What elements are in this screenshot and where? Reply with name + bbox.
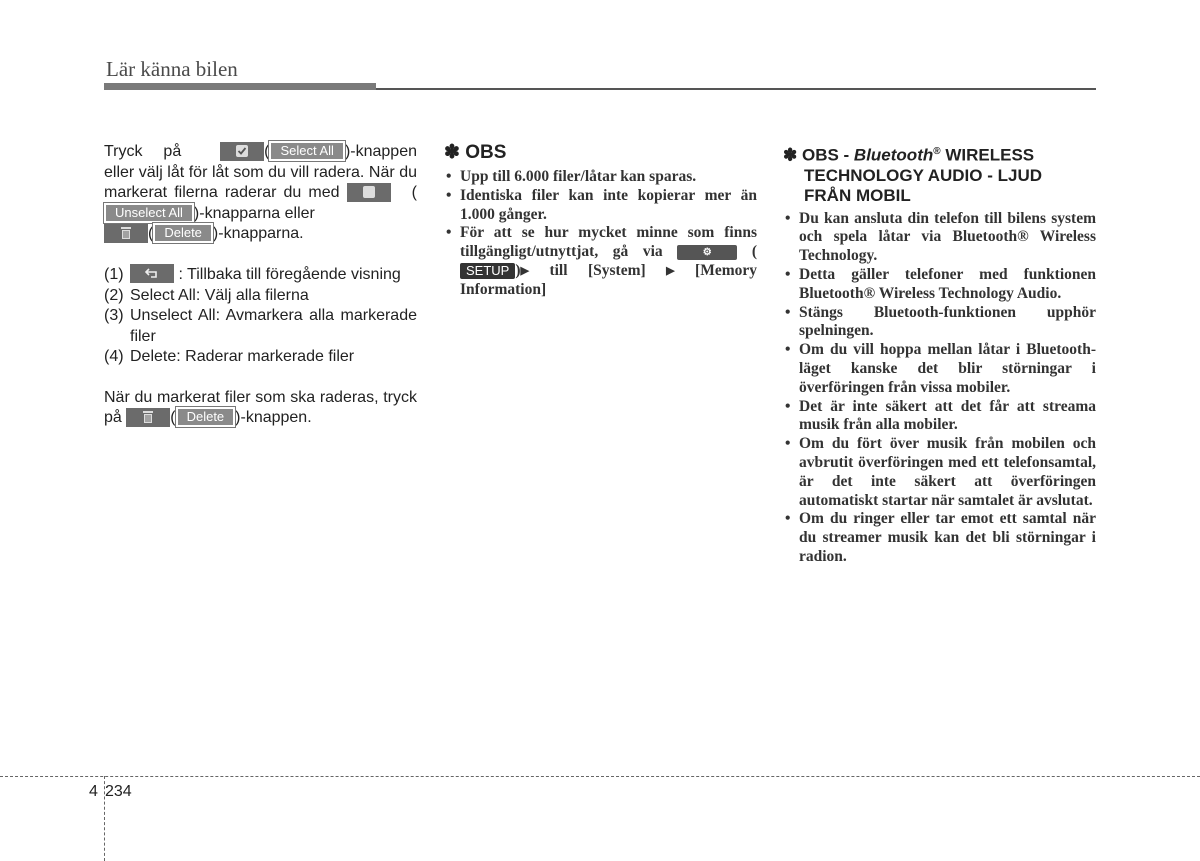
checkbox-icon — [220, 142, 264, 161]
list-text: Delete: Raderar markerade filer — [130, 348, 355, 366]
text-fragment: [Memory Information] — [460, 261, 757, 298]
page-number-value: 234 — [105, 783, 132, 800]
footer-divider — [0, 776, 1200, 777]
text-fragment: För att se hur mycket minne som finns tillgängligt/utnyttjat, gå via — [460, 224, 757, 261]
list-item: • Du kan ansluta din telefon till bilens system och spela låtar via Bluetooth® Wireless Technology. — [783, 210, 1096, 266]
select-all-button-label: Select All — [269, 141, 344, 161]
paragraph-delete: När du markerat filer som ska raderas, tryck på ( Delete )-knappen. — [104, 388, 417, 427]
list-item: • Det är inte säkert att det får att streama musik från alla mobiler. — [783, 398, 1096, 436]
list-item: • Upp till 6.000 filer/låtar kan sparas. — [444, 168, 757, 187]
trash-icon — [126, 408, 170, 427]
column-middle — [444, 142, 757, 300]
list-text: Select All: Välj alla filerna — [130, 286, 309, 304]
obs-list — [444, 168, 757, 300]
heading-fragment: WIRELESS — [940, 145, 1035, 165]
list-item — [104, 306, 417, 347]
registered-mark: ® — [933, 146, 941, 157]
heading-fragment: ✽ OBS - — [783, 145, 854, 165]
arrow-right-icon: ▶ — [666, 265, 675, 278]
text-fragment: -knapparna. — [218, 225, 304, 243]
list-text: Unselect All: Avmarkera alla markerade filer — [130, 307, 417, 345]
unselect-all-button-label: Unselect All — [104, 203, 194, 223]
list-item: • Om du ringer eller tar emot ett samtal när du streamer musik kan det bli störningar i radion. — [783, 510, 1096, 566]
text-fragment: -knappen. — [240, 409, 312, 427]
header-rule-thin — [376, 88, 1096, 90]
obs-heading: ✽ OBS — [444, 142, 507, 163]
list-number: (3) — [104, 307, 124, 325]
list-item — [104, 286, 417, 307]
list-item: • Om du fört över musik från mobilen och avbrutit överföringen med ett telefonsamtal, är det inte säkert att överföringen automatiskt startar när samtalet är avslutat. — [783, 435, 1096, 510]
setup-button-label: SETUP — [460, 263, 515, 279]
text-fragment: till [System] — [549, 261, 646, 279]
page-header-title: Lär känna bilen — [106, 57, 238, 81]
header-rule-thick — [104, 83, 376, 90]
settings-gear-icon: ⚙ — [677, 245, 737, 260]
list-number: (1) — [104, 266, 124, 284]
square-icon — [347, 183, 391, 202]
paragraph-select: Tryck på ( Select All )-knappen eller välj låt för låt som du vill radera. När du markerat filerna raderar du med ( Unselect All )-knapparna eller ( Delete )-knapparna. — [104, 143, 417, 243]
list-text: : Tillbaka till föregående visning — [178, 266, 401, 284]
list-item: • Om du vill hoppa mellan låtar i Bluetooth-läget kanske det blir störningar i överföringen från vissa mobiler. — [783, 341, 1096, 397]
column-right — [783, 142, 1096, 567]
list-item: • För att se hur mycket minne som finns tillgängligt/utnyttjat, gå via ⚙ (SETUP )▶ till [System] ▶ [Memory Information] — [444, 224, 757, 299]
list-item: • Detta gäller telefoner med funktionen Bluetooth® Wireless Technology Audio. — [783, 266, 1096, 304]
button-legend-list — [104, 265, 417, 368]
column-left — [104, 142, 417, 429]
text-fragment: När du markerat filer som ska raderas, tryck på — [104, 388, 417, 427]
text-fragment: -knappen eller välj låt för låt som du vill radera. När du markerat filerna raderar du med — [104, 143, 417, 202]
text-fragment: Tryck på — [104, 143, 182, 161]
list-number: (4) — [104, 348, 124, 366]
bluetooth-list — [783, 210, 1096, 567]
back-icon — [130, 264, 174, 283]
delete-button-label: Delete — [176, 407, 236, 427]
page-number — [89, 783, 132, 801]
delete-button-label: Delete — [153, 223, 213, 243]
list-item: • Stängs Bluetooth-funktionen upphör spelningen. — [783, 304, 1096, 342]
chapter-number: 4 — [89, 783, 98, 800]
heading-line: FRÅN MOBIL — [804, 185, 911, 205]
list-item: • Identiska filer kan inte kopierar mer än 1.000 gånger. — [444, 187, 757, 225]
list-number: (2) — [104, 286, 124, 304]
text-fragment: -knapparna eller — [199, 204, 315, 222]
trash-icon — [104, 224, 148, 243]
heading-line: TECHNOLOGY AUDIO - LJUD — [804, 165, 1043, 185]
bluetooth-heading — [783, 142, 1096, 206]
arrow-right-icon: ▶ — [520, 265, 529, 278]
list-item — [104, 265, 417, 286]
list-item — [104, 347, 417, 368]
heading-fragment: Bluetooth — [853, 145, 934, 165]
